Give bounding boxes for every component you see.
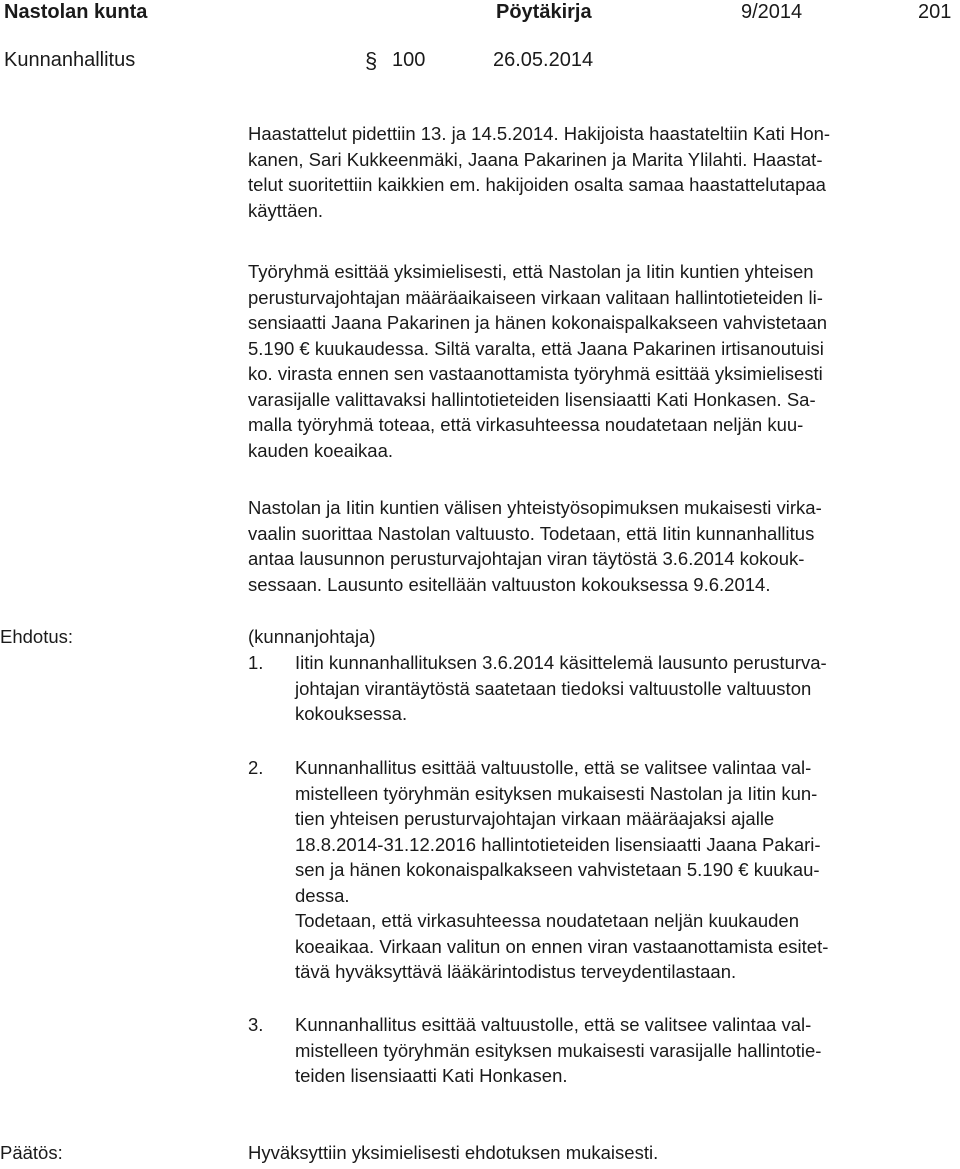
meeting-body: Kunnanhallitus — [4, 49, 136, 71]
paragraph-working-group — [248, 259, 960, 463]
item-line: Kunnanhallitus esittää valtuustolle, että se valitsee valintaa val- — [295, 757, 812, 778]
paragraph-line: käyttäen. — [248, 199, 324, 221]
meeting-date: 26.05.2014 — [493, 49, 594, 71]
decision-text: Hyväksyttiin yksimielisesti ehdotuksen mukaisesti. — [248, 1142, 659, 1163]
paragraph-line: antaa lausunnon perusturvajohtajan viran täytöstä 3.6.2014 kokouk- — [248, 548, 805, 569]
document-type: Pöytäkirja — [496, 1, 592, 23]
item-line: tien yhteisen perusturvajohtajan virkaan määräajaksi ajalle — [295, 808, 775, 829]
paragraph-interviews — [248, 121, 960, 223]
item-line: Kunnanhallitus esittää valtuustolle, että se valitsee valintaa val- — [295, 1014, 812, 1035]
page-number: 201 — [918, 1, 952, 23]
proposal-item-3 — [295, 1012, 960, 1089]
paragraph-line: sessaan. Lausunto esitellään valtuuston kokouksessa 9.6.2014. — [248, 573, 771, 595]
proposal-item-2 — [295, 755, 960, 985]
issue-number: 9/2014 — [741, 1, 803, 23]
decision-label: Päätös: — [0, 1142, 63, 1163]
item-line: mistelleen työryhmän esityksen mukaisesti Nastolan ja Iitin kun- — [295, 782, 818, 804]
paragraph-line: malla työryhmä toteaa, että virkasuhteessa noudatetaan neljän kuu- — [248, 414, 804, 435]
item-line: 18.8.2014-31.12.2016 hallintotieteiden lisensiaatti Jaana Pakari- — [295, 833, 821, 855]
item-line: johtajan virantäytöstä saatetaan tiedoksi valtuustolle valtuuston — [295, 677, 812, 699]
proposal-label: Ehdotus: — [0, 626, 74, 647]
paragraph-line: telut suoritettiin kaikkien em. hakijoiden osalta samaa haastattelutapaa — [248, 174, 826, 195]
item-line: dessa. — [295, 884, 350, 906]
section-sign-glyph: § — [365, 48, 378, 72]
paragraph-line: Työryhmä esittää yksimielisesti, että Nastolan ja Iitin kuntien yhteisen — [248, 261, 814, 282]
item-line: teiden lisensiaatti Kati Honkasen. — [295, 1065, 568, 1086]
paragraph-line: varasijalle valittavaksi hallintotieteiden lisensiaatti Kati Honkasen. Sa- — [248, 388, 816, 410]
item-line: mistelleen työryhmän esityksen mukaisesti varasijalle hallintotie- — [295, 1039, 822, 1061]
paragraph-line: kauden koeaikaa. — [248, 439, 394, 461]
section-number: 100 — [392, 49, 426, 71]
proposal-item-1 — [295, 650, 960, 727]
proposal-item-number: 2. — [248, 757, 264, 778]
item-line: tävä hyväksyttävä lääkärintodistus terveydentilastaan. — [295, 961, 737, 982]
paragraph-line: 5.190 € kuukaudessa. Siltä varalta, että Jaana Pakarinen irtisanoutuisi — [248, 337, 824, 359]
paragraph-line: perusturvajohtajan määräaikaiseen virkaan valitaan hallintotieteiden li- — [248, 286, 823, 308]
item-line: koeaikaa. Virkaan valitun on ennen viran vastaanottamista esitet- — [295, 935, 829, 957]
paragraph-line: vaalin suorittaa Nastolan valtuusto. Todetaan, että Iitin kunnanhallitus — [248, 522, 815, 544]
proposal-author: (kunnanjohtaja) — [248, 626, 376, 647]
paragraph-line: Nastolan ja Iitin kuntien välisen yhteistyösopimuksen mukaisesti virka- — [248, 497, 822, 518]
item-line: Iitin kunnanhallituksen 3.6.2014 käsittelemä lausunto perusturva- — [295, 652, 827, 673]
paragraph-line: sensiaatti Jaana Pakarinen ja hänen kokonaispalkakseen vahvistetaan — [248, 312, 828, 333]
section-sign-icon — [364, 48, 382, 72]
proposal-item-number: 3. — [248, 1014, 264, 1035]
municipality-name: Nastolan kunta — [4, 1, 148, 23]
section-mark — [364, 48, 382, 70]
item-line: kokouksessa. — [295, 703, 408, 724]
item-line: sen ja hänen kokonaispalkakseen vahvistetaan 5.190 € kuukau- — [295, 859, 820, 880]
proposal-item-number: 1. — [248, 652, 264, 673]
item-line: Todetaan, että virkasuhteessa noudatetaan neljän kuukauden — [295, 910, 799, 931]
paragraph-line: kanen, Sari Kukkeenmäki, Jaana Pakarinen ja Marita Ylilahti. Haastat- — [248, 148, 823, 170]
paragraph-line: ko. virasta ennen sen vastaanottamista työryhmä esittää yksimielisesti — [248, 363, 823, 384]
paragraph-line: Haastattelut pidettiin 13. ja 14.5.2014. Hakijoista haastateltiin Kati Hon- — [248, 123, 831, 144]
paragraph-cooperation — [248, 495, 960, 597]
